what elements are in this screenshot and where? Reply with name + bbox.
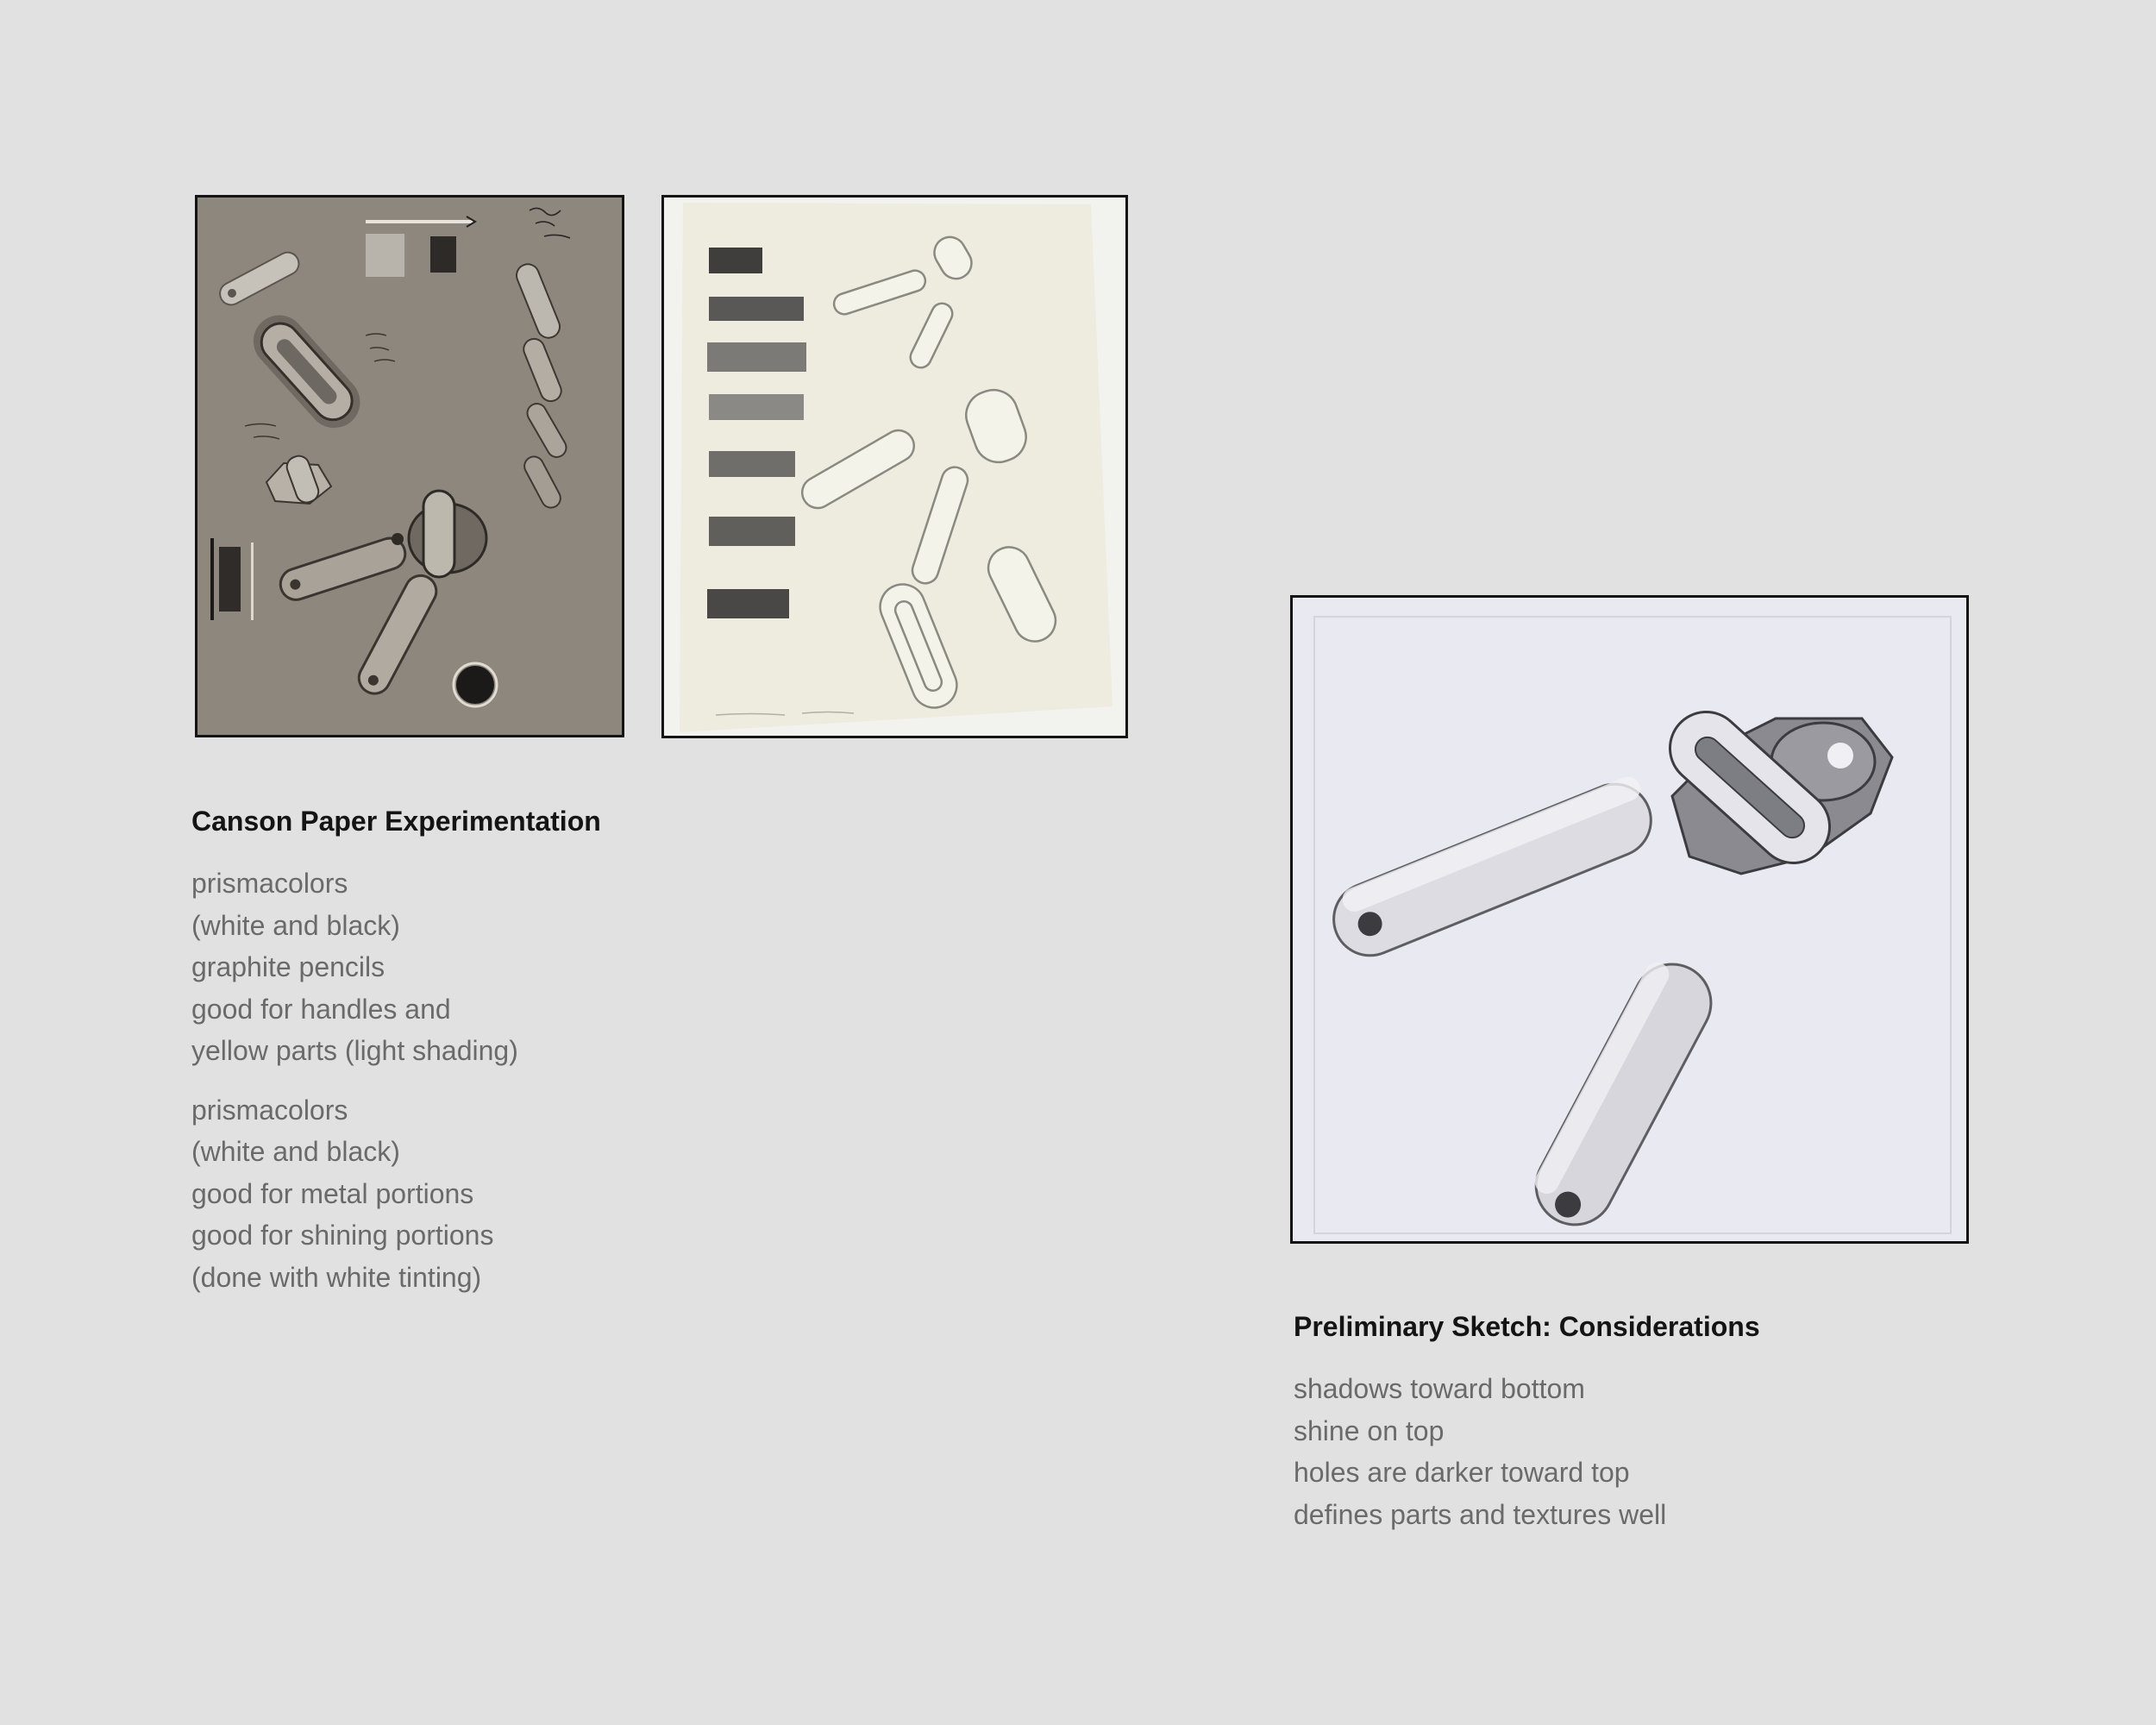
graphite-sketch-drawing bbox=[664, 198, 1125, 736]
note-line: graphite pencils bbox=[191, 951, 385, 982]
note-line: defines parts and textures well bbox=[1294, 1498, 1667, 1530]
preliminary-sketch-notes bbox=[1294, 1368, 1666, 1535]
note-line: prismacolors bbox=[191, 1094, 348, 1126]
note-line: holes are darker toward top bbox=[1294, 1457, 1630, 1488]
note-line: shadows toward bottom bbox=[1294, 1373, 1585, 1404]
note-line: yellow parts (light shading) bbox=[191, 1035, 518, 1066]
canson-note-group bbox=[191, 862, 518, 1072]
canson-sketch-drawing bbox=[197, 198, 622, 735]
preliminary-sketch-drawing bbox=[1293, 598, 1966, 1241]
note-line: (white and black) bbox=[191, 909, 400, 941]
canson-notes bbox=[191, 862, 518, 1298]
prelim-note-group bbox=[1294, 1368, 1666, 1535]
note-line: (white and black) bbox=[191, 1136, 400, 1167]
note-line: prismacolors bbox=[191, 868, 348, 899]
preliminary-sketch-heading: Preliminary Sketch: Considerations bbox=[1294, 1311, 1760, 1342]
canson-heading: Canson Paper Experimentation bbox=[191, 806, 601, 837]
canson-note-group bbox=[191, 1089, 518, 1299]
note-line: (done with white tinting) bbox=[191, 1261, 482, 1293]
preliminary-sketch-image bbox=[1290, 595, 1969, 1244]
note-line: shine on top bbox=[1294, 1414, 1445, 1446]
note-line: good for metal portions bbox=[191, 1177, 474, 1209]
note-line: good for handles and bbox=[191, 993, 451, 1025]
note-line: good for shining portions bbox=[191, 1220, 494, 1251]
graphite-sketch-image bbox=[661, 195, 1128, 738]
canson-sketch-image bbox=[195, 195, 624, 737]
